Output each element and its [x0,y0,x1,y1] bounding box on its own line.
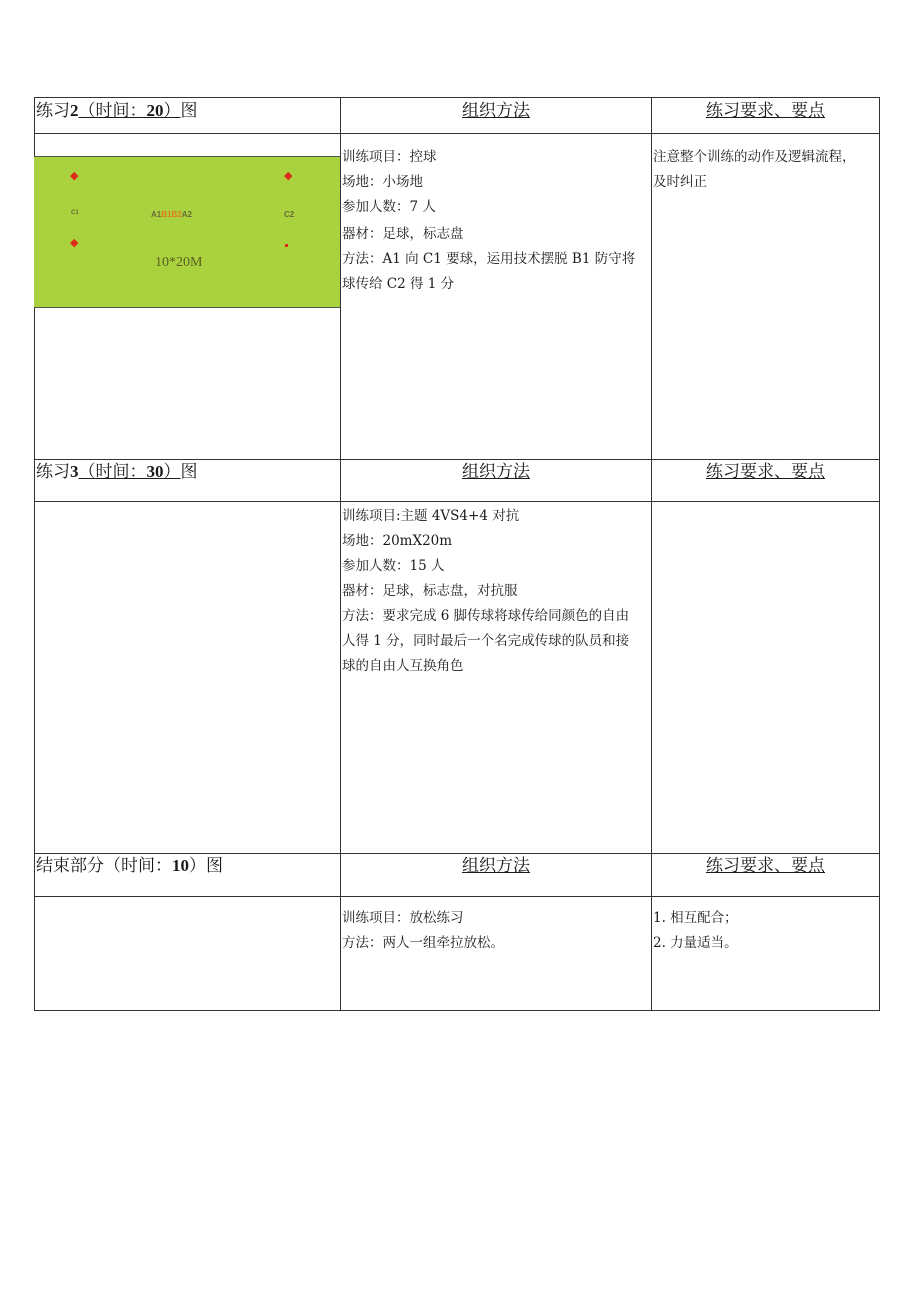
org-method-content-closing [342,906,504,956]
player-label-b1b2: B1B2 [161,210,182,219]
title-time: 20 [146,101,164,120]
text-line: 场地：小场地 [342,174,423,190]
title-time-group [79,101,181,121]
diamond-marker-icon: ◆ [70,236,79,249]
section-title-practice-2 [36,99,198,123]
table-rule [34,133,880,134]
diamond-marker-icon: ◆ [284,169,293,182]
text-line: 器材：足球，标志盘，对抗服 [342,583,518,599]
title-time: 30 [146,462,164,481]
section-title-practice-3 [36,460,198,484]
field-size-label: 10*20M [155,255,203,270]
player-label-a2: A2 [181,210,192,219]
text-line: 参加人数：7 人 [342,199,436,215]
table-rule [34,97,880,98]
text-line: 1. 相互配合； [653,910,738,926]
cone-marker-icon [285,244,288,247]
text-line: 及时纠正 [653,174,707,190]
player-label-c2: C2 [284,210,295,219]
requirements-header: 练习要求、要点 [706,462,825,482]
text-line: 训练项目：放松练习 [342,910,464,926]
title-suffix: 图 [206,856,223,876]
title-open: （时间： [78,101,147,121]
title-number: 3 [70,462,79,481]
player-label-c1: C1 [71,210,79,216]
requirements-content-closing [653,906,738,956]
text-line: 场地：20mX20m [342,533,453,549]
player-labels-center [151,210,192,219]
text-line: 训练项目:主题 4VS4+4 对抗 [342,508,520,524]
title-time: 10 [172,856,189,875]
text-line: 方法：要求完成 6 脚传球将球传给同颜色的自由 [342,608,630,624]
text-line: 球的自由人互换角色 [342,658,464,674]
title-open: （时间： [104,856,172,876]
text-line: 方法：两人一组牵拉放松。 [342,935,504,951]
table-rule [879,97,880,1011]
practice-field-diagram [34,156,340,308]
title-close: ） [163,462,181,482]
text-line: 参加人数：15 人 [342,558,445,574]
player-label-a1: A1 [151,210,162,219]
title-prefix: 练习 [36,462,70,482]
title-close: ） [189,856,206,876]
org-method-header: 组织方法 [462,101,530,121]
requirements-header: 练习要求、要点 [706,856,825,876]
section-title-closing [36,854,223,878]
text-line: 人得 1 分，同时最后一个名完成传球的队员和接 [342,633,630,649]
lesson-plan-table [34,97,880,1011]
table-rule [34,1010,880,1011]
text-line: 方法：A1 向 C1 要球，运用技术摆脱 B1 防守将 [342,251,636,267]
org-method-content-practice-3 [342,504,629,679]
org-method-header: 组织方法 [462,462,530,482]
title-suffix: 图 [180,101,198,121]
title-open: （时间： [78,462,147,482]
org-method-header: 组织方法 [462,856,530,876]
title-prefix: 结束部分 [36,856,104,876]
text-line: 训练项目：控球 [342,149,437,165]
table-rule [34,896,880,897]
text-line: 球传给 C2 得 1 分 [342,276,455,292]
requirements-content-practice-2 [653,145,856,195]
title-close: ） [163,101,181,121]
title-suffix: 图 [180,462,198,482]
text-line: 器材：足球，标志盘 [342,226,464,242]
title-prefix: 练习 [36,101,70,121]
requirements-header: 练习要求、要点 [706,101,825,121]
diamond-marker-icon: ◆ [70,169,79,182]
title-number: 2 [70,101,79,120]
title-time-group [79,462,181,482]
text-line: 2. 力量适当。 [653,935,738,951]
table-rule [34,501,880,502]
org-method-content-practice-2 [342,145,635,297]
text-line: 注意整个训练的动作及逻辑流程， [653,149,856,165]
